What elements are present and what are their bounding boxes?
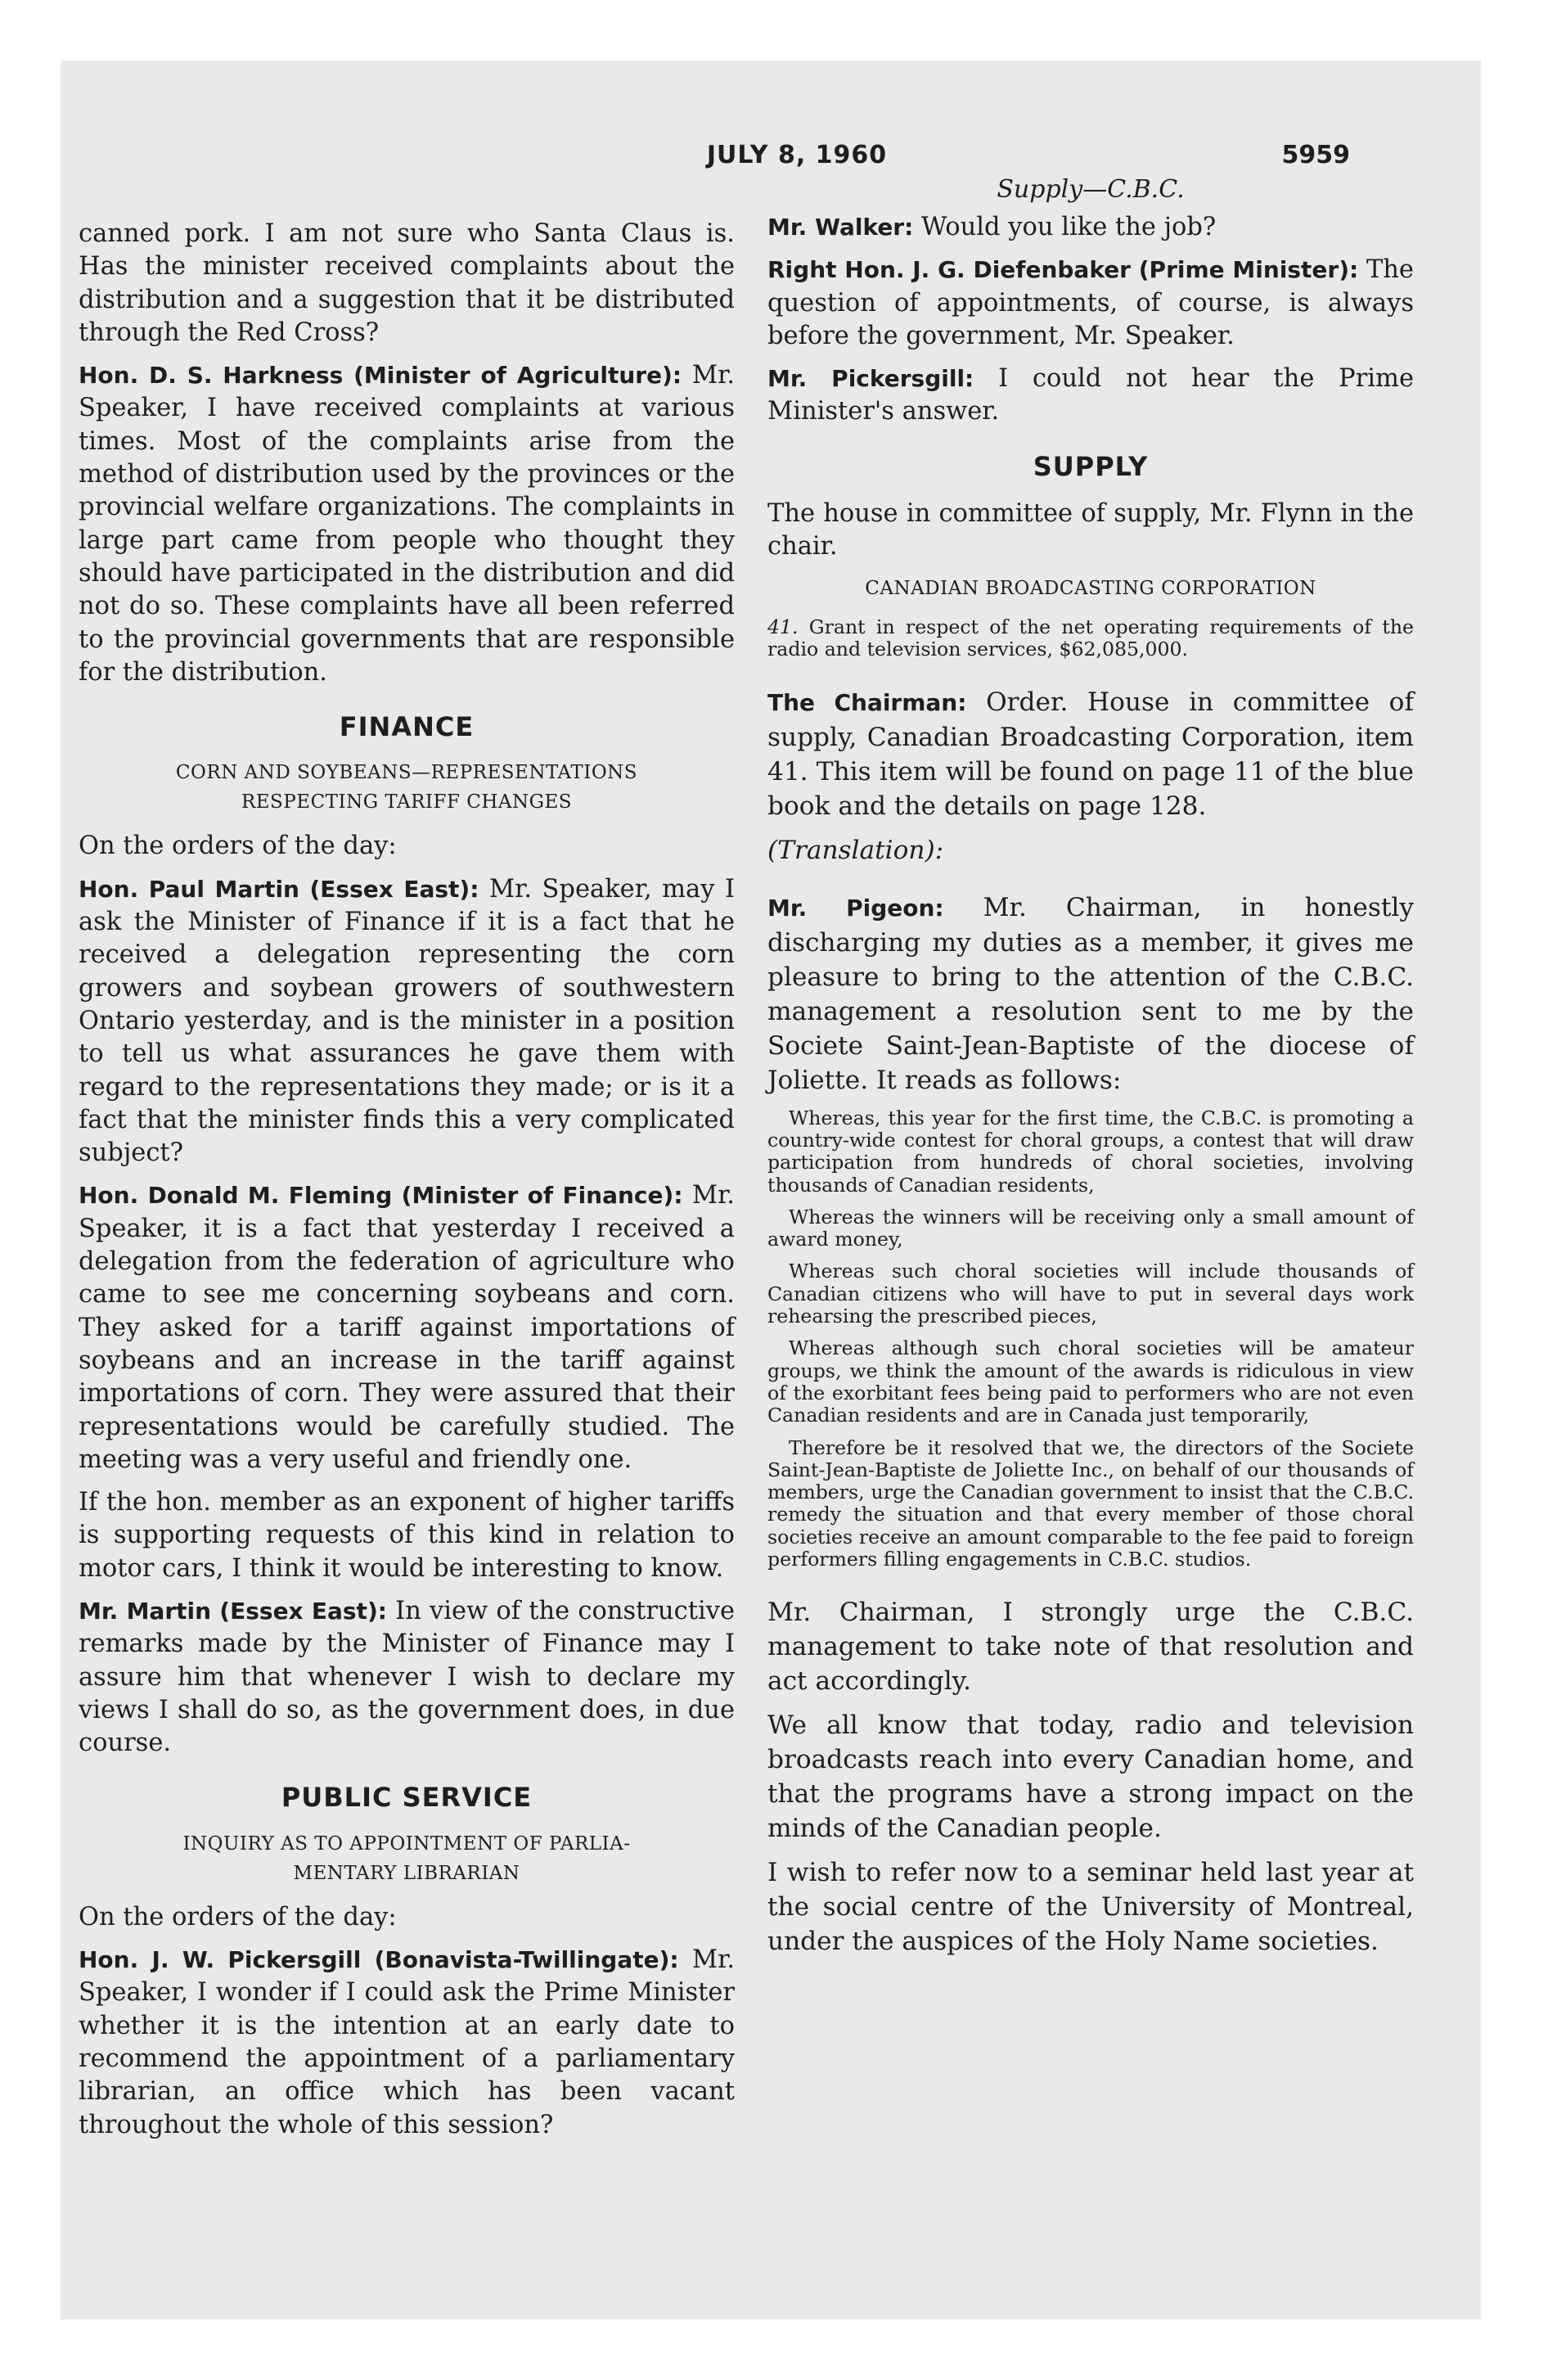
paragraph bbox=[79, 873, 735, 1170]
speech-text: Mr. Chairman, in honestly discharging my duties as a member, it gives me pleasure to bring to the attention of the C.B.C. management a resolution sent to me by the Societe Saint-Jean-Baptiste of the diocese of Joliette. It reads as follows: bbox=[767, 892, 1414, 1095]
speech-text: Order. House in committee of supply, Canadian Broadcasting Corporation, item 41. This item will be found on page 11 of the blue book and the details on page 128. bbox=[767, 687, 1414, 821]
subheading-line: RESPECTING TARIFF CHANGES bbox=[241, 791, 573, 814]
speech-text: I could not hear the Prime Minister's answer. bbox=[767, 364, 1415, 426]
item-number: 41. bbox=[767, 615, 799, 638]
paragraph bbox=[767, 254, 1414, 353]
resolution-clause: Therefore be it resolved that we, the directors of the Societe Saint-Jean-Baptiste de Joliette Inc., on behalf of our thousands of members, urge the Canadian government to insist that the C.B.C. remedy the situation and that every member of those choral societies receive an amount comparable to the fee paid to foreign performers filling engagements in C.B.C. studios. bbox=[767, 1436, 1414, 1571]
speaker-name: Hon. D. S. Harkness (Minister of Agriculture): bbox=[79, 362, 682, 390]
paragraph bbox=[767, 890, 1414, 1098]
subheading-line: CORN AND SOYBEANS—REPRESENTATIONS bbox=[175, 762, 638, 784]
speech-text: In view of the constructive remarks made by the Minister of Finance may I assure him that whenever I wish to declare my views I shall do so, as the government does, in due course. bbox=[79, 1596, 735, 1758]
paragraph: canned pork. I am not sure who Santa Claus is. Has the minister received complaints about the distribution and a suggestion that it be distributed through the Red Cross? bbox=[79, 219, 735, 347]
subheading-line: INQUIRY AS TO APPOINTMENT OF PARLIA- bbox=[182, 1832, 631, 1855]
right-lower-block bbox=[767, 685, 1414, 1959]
paragraph bbox=[79, 1595, 735, 1760]
resolution-clause: Whereas the winners will be receiving only a small amount of award money, bbox=[767, 1205, 1414, 1251]
speech-text: Mr. Speaker, I wonder if I could ask the Prime Minister whether it is the intention at an early date to recommend the appointment of a parliamentary librarian, an office which has been vacant throughout the whole of this session? bbox=[79, 1945, 736, 2139]
speaker-name: The Chairman: bbox=[767, 688, 967, 716]
speaker-name: Hon. Donald M. Fleming (Minister of Finance): bbox=[79, 1182, 683, 1210]
right-column bbox=[767, 174, 1414, 1968]
speech-text: Mr. Speaker, I have received complaints at various times. Most of the complaints arise from the method of distribution used by the provinces or the provincial welfare organizations. The complaints in large part came from people who thought they should have participated in the distribution and did not do so. These complaints have all been referred to the provincial governments that are responsible for the distribution. bbox=[79, 361, 736, 687]
section-heading-supply: SUPPLY bbox=[1033, 450, 1149, 482]
paragraph bbox=[767, 363, 1414, 429]
orders-of-day: On the orders of the day: bbox=[79, 1902, 397, 1931]
speaker-name: Mr. Walker: bbox=[767, 214, 914, 241]
section-heading-public-service: PUBLIC SERVICE bbox=[281, 1782, 533, 1814]
orders-of-day: On the orders of the day: bbox=[79, 832, 397, 861]
paragraph: The house in committee of supply, Mr. Flynn in the chair. bbox=[767, 499, 1414, 561]
speaker-name: Mr. Pickersgill: bbox=[767, 365, 974, 393]
speaker-name: Mr. Pigeon: bbox=[767, 894, 944, 922]
estimate-item bbox=[767, 616, 1414, 660]
left-column bbox=[79, 218, 735, 2152]
paragraph: We all know that today, radio and television broadcasts reach into every Canadian home, and that the programs have a strong impact on the minds of the Canadian people. bbox=[767, 1711, 1414, 1844]
paragraph bbox=[767, 685, 1414, 823]
paragraph: Mr. Chairman, I strongly urge the C.B.C. management to take note of that resolution and act accordingly. bbox=[767, 1598, 1414, 1697]
translation-note: (Translation): bbox=[767, 835, 944, 865]
paragraph bbox=[79, 1179, 735, 1476]
speaker-name: Hon. J. W. Pickersgill (Bonavista-Twillingate): bbox=[79, 1946, 679, 1974]
speech-text: The question of appointments, of course, is always before the government, Mr. Speaker. bbox=[767, 255, 1414, 350]
subheading bbox=[79, 758, 735, 817]
paragraph bbox=[767, 211, 1414, 244]
speaker-name: Mr. Martin (Essex East): bbox=[79, 1597, 387, 1625]
item-text: Grant in respect of the net operating requirements of the radio and television services, $62,085,000. bbox=[767, 615, 1415, 660]
paragraph: If the hon. member as an exponent of higher tariffs is supporting requests of this kind in relation to motor cars, I think it would be interesting to know. bbox=[79, 1488, 735, 1583]
resolution-quote bbox=[767, 1107, 1414, 1571]
resolution-clause: Whereas although such choral societies will be amateur groups, we think the amount of the awards is ridiculous in view of the exorbitant fees being paid to performers who are not even Canadian residents and are in Canada just temporarily, bbox=[767, 1336, 1414, 1427]
paragraph bbox=[79, 1944, 735, 2142]
subheading-cbc: CANADIAN BROADCASTING CORPORATION bbox=[865, 577, 1316, 599]
subheading-line: MENTARY LIBRARIAN bbox=[293, 1862, 520, 1884]
header-date: JULY 8, 1960 bbox=[706, 141, 888, 169]
speaker-name: Hon. Paul Martin (Essex East): bbox=[79, 875, 479, 903]
resolution-clause: Whereas, this year for the first time, the C.B.C. is promoting a country-wide contest for choral groups, a contest that will draw participation from hundreds of choral societies, involving thousands of Canadian residents, bbox=[767, 1106, 1414, 1197]
section-heading-finance: FINANCE bbox=[339, 711, 475, 743]
paragraph bbox=[79, 359, 735, 689]
paragraph: I wish to refer now to a seminar held last year at the social centre of the University of Montreal, under the auspices of the Holy Name societies. bbox=[767, 1858, 1414, 1957]
subheading bbox=[79, 1829, 735, 1888]
speech-text: Mr. Speaker, it is a fact that yesterday I received a delegation from the federation of agriculture who came to see me concerning soybeans and corn. They asked for a tariff against importations of soybeans and an increase in the tariff against importations of corn. They were assured that their representations would be carefully studied. The meeting was a very useful and friendly one. bbox=[79, 1181, 735, 1474]
resolution-clause: Whereas such choral societies will include thousands of Canadian citizens who will have to put in several days work rehearsing the prescribed pieces, bbox=[767, 1260, 1414, 1328]
speaker-name: Right Hon. J. G. Diefenbaker (Prime Minister): bbox=[767, 256, 1359, 284]
header-page-number: 5959 bbox=[1281, 141, 1350, 169]
speech-text: Mr. Speaker, may I ask the Minister of Finance if it is a fact that he received a delegation representing the corn growers and soybean growers of southwestern Ontario yesterday, and is the minister in a position to tell us what assurances he gave them with regard to the representations they made; or is it a fact that the minister finds this a very complicated subject? bbox=[79, 874, 735, 1168]
running-head: Supply—C.B.C. bbox=[997, 175, 1185, 204]
speech-text: Would you like the job? bbox=[921, 213, 1217, 241]
